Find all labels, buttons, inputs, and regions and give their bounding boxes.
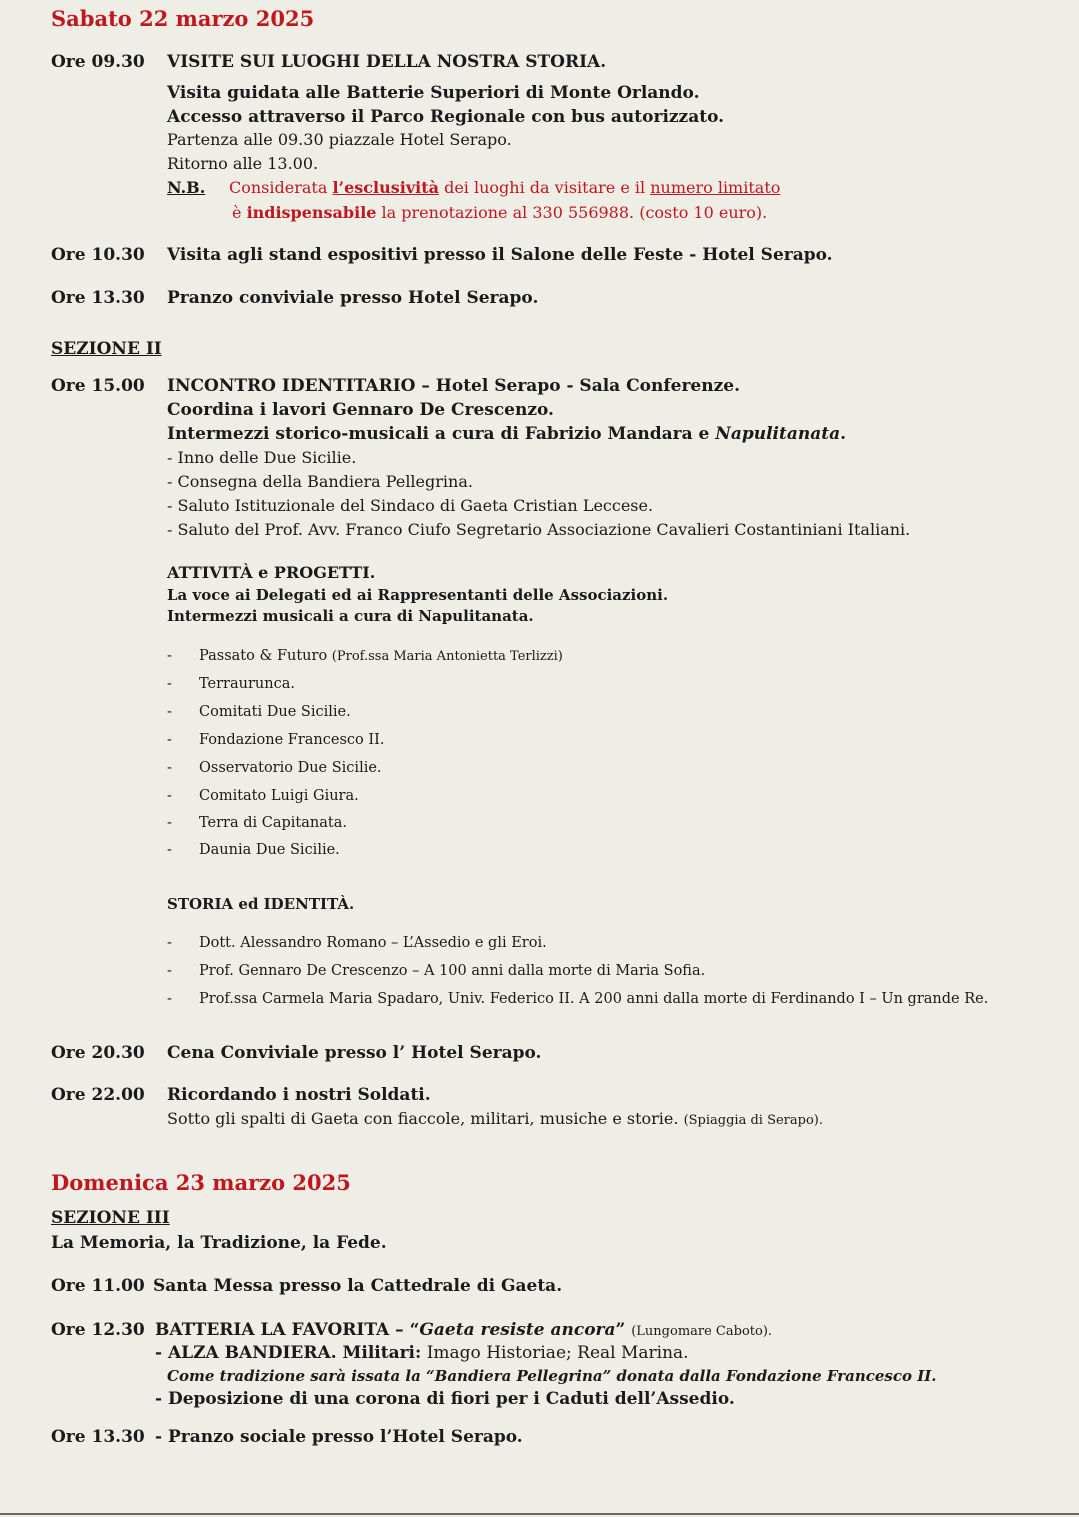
list-item-note: (Prof.ssa Maria Antonietta Terlizzi) [331,649,563,664]
event-time: Ore 12.30 [51,1320,145,1340]
event-line: - Deposizione di una corona di fiori per i Caduti dell’Assedio. [155,1389,735,1409]
nb-emphasis: numero limitato [650,178,781,197]
list-item: - Saluto del Prof. Avv. Franco Ciufo Segretario Associazione Cavalieri Costantiniani Italiani. [167,520,911,539]
nb-text: è [232,203,242,222]
event-note: (Lungomare Caboto). [631,1324,773,1339]
subsection-title: ATTIVITÀ e PROGETTI. [167,563,376,582]
event-time: Ore 13.30 [51,1427,145,1447]
event-text: Intermezzi storico-musicali a cura di Fabrizio Mandara e [167,424,710,444]
event-text: - ALZA BANDIERA. Militari: [155,1343,422,1363]
list-item: Comitati Due Sicilie. [199,704,351,720]
event-line: Accesso attraverso il Parco Regionale con bus autorizzato. [167,107,725,127]
event-time: Ore 11.00 [51,1276,145,1296]
event-line [167,424,846,444]
event-title: INCONTRO IDENTITARIO – Hotel Serapo - Sala Conferenze. [167,376,740,396]
event-text-italic: Gaeta resiste ancora [419,1320,616,1340]
list-item: Osservatorio Due Sicilie. [199,760,382,776]
event-line [155,1343,689,1363]
event-title: VISITE SUI LUOGHI DELLA NOSTRA STORIA. [167,52,607,72]
bullet-dash: - [167,732,172,748]
event-time: Ore 09.30 [51,52,145,72]
event-title: Visita agli stand espositivi presso il Salone delle Feste - Hotel Serapo. [167,245,833,265]
event-time: Ore 20.30 [51,1043,145,1063]
bullet-dash: - [167,991,172,1007]
event-text: Sotto gli spalti di Gaeta con fiaccole, militari, musiche e storie. [167,1109,679,1128]
list-item: Prof. Gennaro De Crescenzo – A 100 anni dalla morte di Maria Sofia. [199,963,706,979]
list-item: Dott. Alessandro Romano – L’Assedio e gli Eroi. [199,935,547,951]
list-item [199,648,563,664]
nb-note-2 [232,203,767,222]
bullet-dash: - [167,760,172,776]
section-heading: SEZIONE III [51,1208,170,1228]
event-time: Ore 15.00 [51,376,145,396]
event-text: Imago Historiae; Real Marina. [426,1343,689,1363]
event-note: (Spiaggia di Serapo). [683,1113,823,1128]
nb-text: Considerata [229,178,328,197]
nb-note [229,178,780,197]
section-heading: SEZIONE II [51,339,162,359]
event-line: Coordina i lavori Gennaro De Crescenzo. [167,400,554,420]
list-item: - Saluto Istituzionale del Sindaco di Gaeta Cristian Leccese. [167,496,654,515]
page-bottom-divider [0,1513,1079,1515]
event-time: Ore 22.00 [51,1085,145,1105]
event-text: BATTERIA LA FAVORITA – “ [155,1320,420,1340]
list-item: - Inno delle Due Sicilie. [167,448,357,467]
event-time: Ore 10.30 [51,245,145,265]
bullet-dash: - [167,815,172,831]
subsection-title: STORIA ed IDENTITÀ. [167,895,355,913]
section-motto: La Memoria, la Tradizione, la Fede. [51,1233,387,1253]
event-line: Visita guidata alle Batterie Superiori di Monte Orlando. [167,83,700,103]
list-item: Fondazione Francesco II. [199,732,385,748]
list-item: Terraurunca. [199,676,295,692]
bullet-dash: - [167,935,172,951]
event-title: Pranzo conviviale presso Hotel Serapo. [167,288,539,308]
nb-emphasis: indispensabile [246,203,377,222]
event-title: Ricordando i nostri Soldati. [167,1085,431,1105]
bullet-dash: - [167,648,172,664]
saturday-date: Sabato 22 marzo 2025 [51,6,315,31]
event-text: ” [615,1320,626,1340]
event-title: Santa Messa presso la Cattedrale di Gaeta. [153,1276,563,1296]
event-line: Partenza alle 09.30 piazzale Hotel Serapo. [167,130,512,149]
event-line: Come tradizione sarà issata la “Bandiera Pellegrina” donata dalla Fondazione Francesco II. [167,1367,937,1385]
event-text-italic: Napulitanata [715,424,841,444]
event-line: Ritorno alle 13.00. [167,154,319,173]
nb-emphasis: l’esclusività [332,178,439,197]
bullet-dash: - [167,963,172,979]
nb-text: dei luoghi da visitare e il [444,178,646,197]
subsection-line: Intermezzi musicali a cura di Napulitanata. [167,607,534,625]
list-item: Terra di Capitanata. [199,815,347,831]
list-item: Comitato Luigi Giura. [199,788,359,804]
subsection-line: La voce ai Delegati ed ai Rappresentanti delle Associazioni. [167,586,669,604]
event-text: . [840,424,847,444]
sunday-date: Domenica 23 marzo 2025 [51,1170,351,1195]
event-title: Cena Conviviale presso l’ Hotel Serapo. [167,1043,542,1063]
nb-text: la prenotazione al 330 556988. (costo 10 euro). [381,203,768,222]
list-item: Prof.ssa Carmela Maria Spadaro, Univ. Federico II. A 200 anni dalla morte di Ferdinando I – Un grande Re. [199,991,989,1007]
event-line [167,1109,823,1128]
event-title: - Pranzo sociale presso l’Hotel Serapo. [155,1427,523,1447]
bullet-dash: - [167,788,172,804]
nb-label: N.B. [167,178,206,197]
event-title [155,1320,772,1340]
bullet-dash: - [167,676,172,692]
event-time: Ore 13.30 [51,288,145,308]
bullet-dash: - [167,704,172,720]
bullet-dash: - [167,842,172,858]
list-item: - Consegna della Bandiera Pellegrina. [167,472,473,491]
list-item-text: Passato & Futuro [199,648,328,664]
list-item: Daunia Due Sicilie. [199,842,340,858]
